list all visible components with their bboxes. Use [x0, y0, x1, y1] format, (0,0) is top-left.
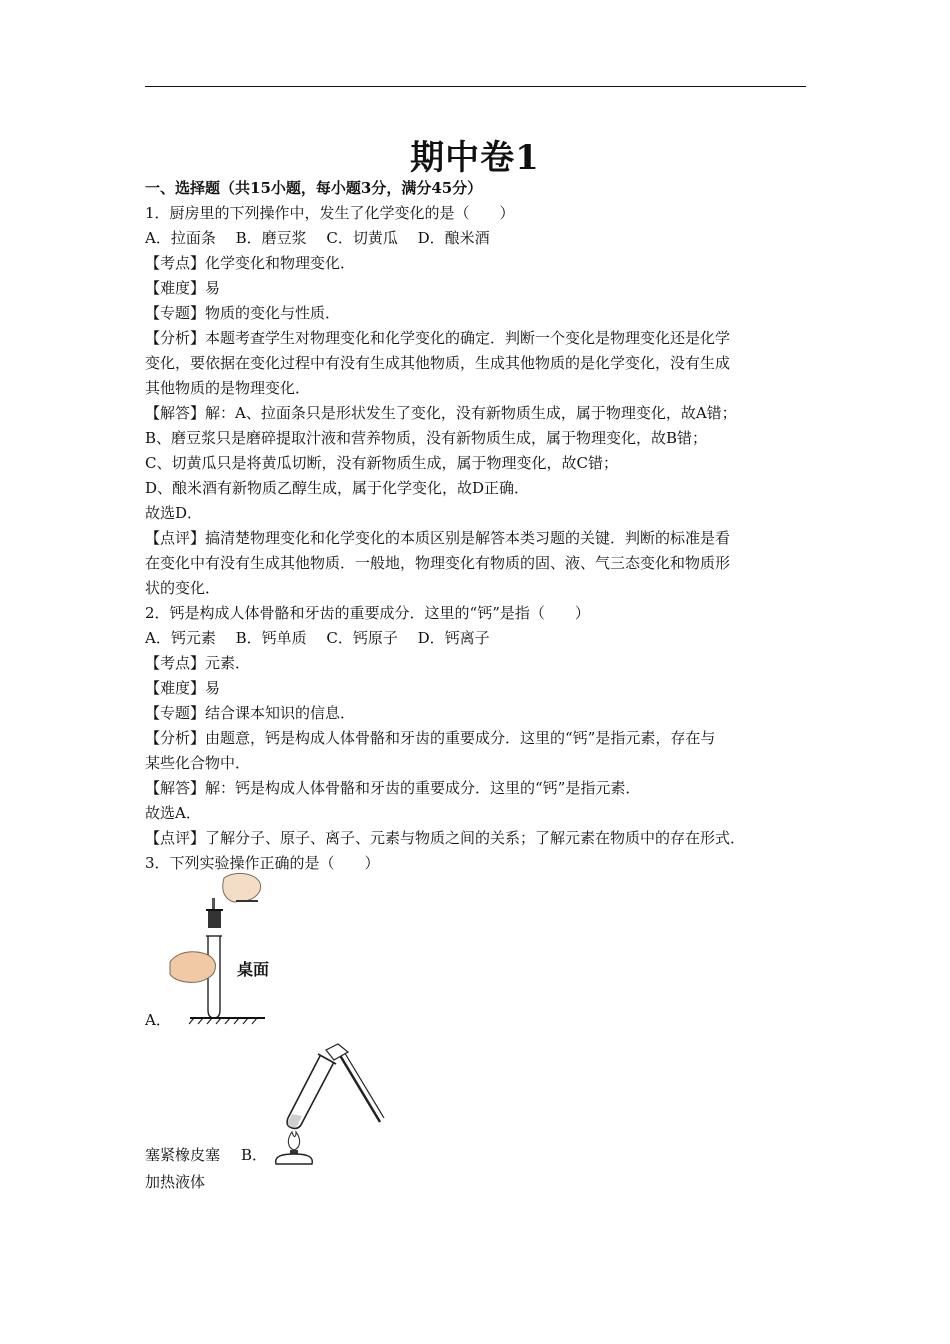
q3-stem: 3．下列实验操作正确的是（ ）: [145, 854, 380, 872]
q1-jieda-line3: C、切黄瓜只是将黄瓜切断，没有新物质生成，属于物理变化，故C错；: [145, 454, 618, 472]
header-rule: [145, 86, 806, 87]
q2-fenxi-line1: 【分析】由题意，钙是构成人体骨骼和牙齿的重要成分．这里的“钙”是指元素，存在与: [145, 729, 716, 747]
q2-kaodian: 【考点】元素．: [145, 654, 251, 672]
q1-options: A．拉面条 B．磨豆浆 C．切黄瓜 D．酿米酒: [145, 229, 490, 247]
document-body: [145, 176, 810, 876]
figure-heating-liquid: [268, 1042, 386, 1166]
q2-options: A．钙元素 B．钙单质 C．钙原子 D．钙离子: [145, 629, 490, 647]
figure-stopper-insertion: [160, 870, 275, 1025]
q1-stem: 1．厨房里的下列操作中，发生了化学变化的是（ ）: [145, 204, 515, 222]
q3-option-b-caption: 加热液体: [145, 1173, 206, 1191]
q1-fenxi-line1: 【分析】本题考查学生对物理变化和化学变化的确定．判断一个变化是物理变化还是化学: [145, 329, 731, 347]
q1-jieda-line1: 【解答】解：A、拉面条只是形状发生了变化，没有新物质生成，属于物理变化，故A错；: [145, 404, 737, 422]
q2-zhuanti: 【专题】结合课本知识的信息．: [145, 704, 356, 722]
figure-a-label-table: 桌面: [237, 960, 270, 979]
q3-option-a-letter: A．: [145, 1011, 171, 1029]
q1-dianping-line2: 在变化中有没有生成其他物质．一般地，物理变化有物质的固、液、气三态变化和物质形: [145, 554, 731, 572]
q1-dianping-line1: 【点评】搞清楚物理变化和化学变化的本质区别是解答本类习题的关键．判断的标准是看: [145, 529, 731, 547]
q1-jieda-line4: D、酿米酒有新物质乙醇生成，属于化学变化，故D正确．: [145, 479, 530, 497]
q1-kaodian: 【考点】化学变化和物理变化．: [145, 254, 356, 272]
q1-fenxi-line3: 其他物质的是物理变化．: [145, 379, 311, 397]
q1-jieda-line2: B、磨豆浆只是磨碎提取汁液和营养物质，没有新物质生成，属于物理变化，故B错；: [145, 429, 708, 447]
q1-nandu: 【难度】易: [145, 279, 221, 297]
q1-zhuanti: 【专题】物质的变化与性质．: [145, 304, 341, 322]
section-heading: 一、选择题（共15小题，每小题3分，满分45分）: [145, 179, 483, 197]
q3-option-b-letter: B．: [241, 1146, 268, 1164]
q1-dianping-line3: 状的变化．: [145, 579, 221, 597]
q2-nandu: 【难度】易: [145, 679, 221, 697]
page-title: 期中卷1: [410, 138, 540, 178]
q1-answer: 故选D．: [145, 504, 203, 522]
q2-jieda: 【解答】解：钙是构成人体骨骼和牙齿的重要成分．这里的“钙”是指元素．: [145, 779, 641, 797]
q3-option-a-caption: 塞紧橡皮塞: [145, 1146, 221, 1164]
q2-fenxi-line2: 某些化合物中．: [145, 754, 251, 772]
q2-dianping: 【点评】了解分子、原子、离子、元素与物质之间的关系；了解元素在物质中的存在形式．: [145, 829, 746, 847]
q2-answer: 故选A．: [145, 804, 201, 822]
q1-fenxi-line2: 变化，要依据在变化过程中有没有生成其他物质，生成其他物质的是化学变化，没有生成: [145, 354, 731, 372]
q2-stem: 2．钙是构成人体骨骼和牙齿的重要成分．这里的“钙”是指（ ）: [145, 604, 590, 622]
